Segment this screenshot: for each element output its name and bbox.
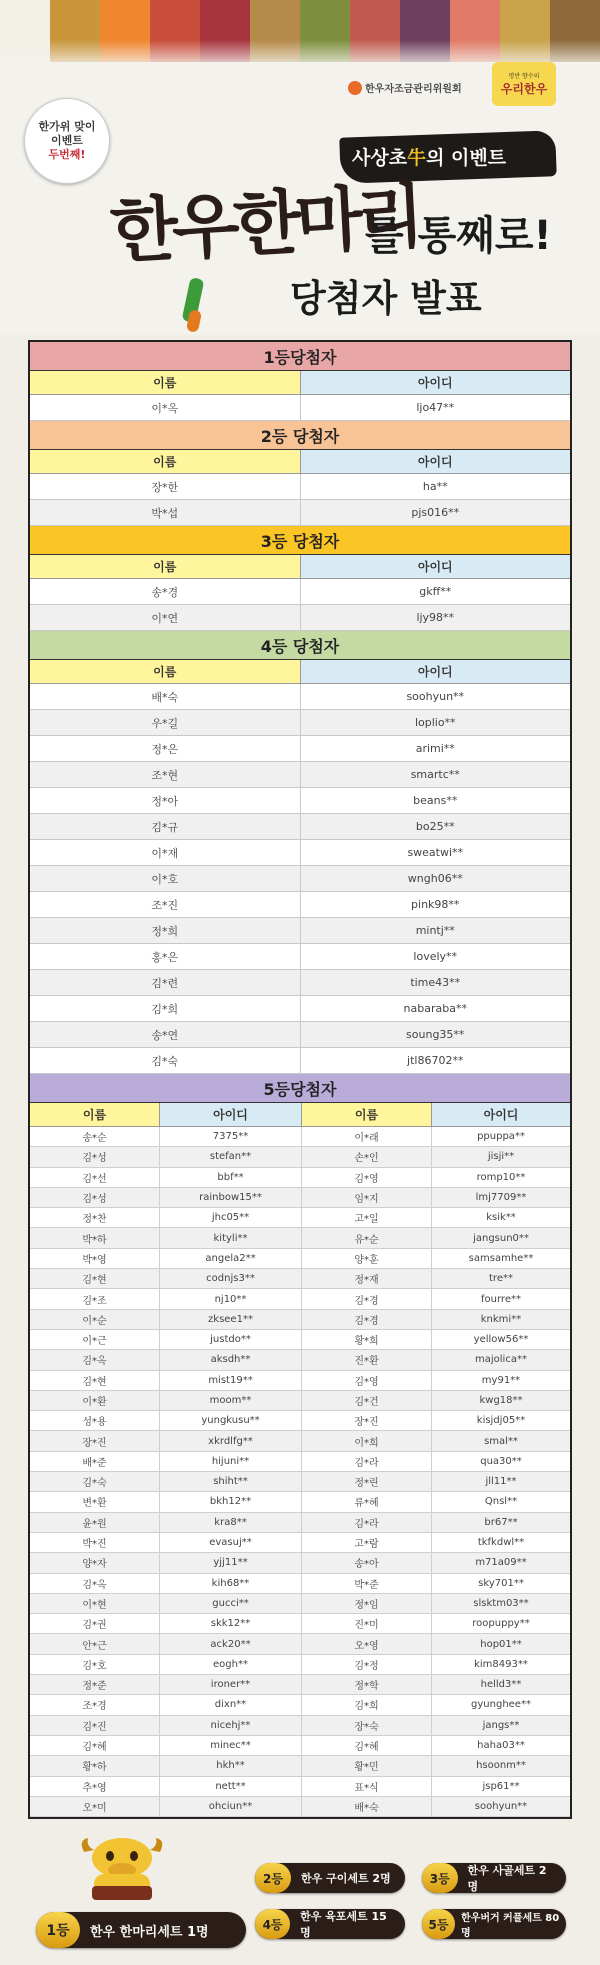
rank-badge: 2등 [255,1863,291,1893]
winner-id: nj10** [160,1289,302,1308]
winner-name: 정*임 [302,1594,432,1613]
winner-id: soohyun** [406,690,465,703]
table-row [30,996,570,1022]
winner-name: 장*진 [30,1431,160,1450]
winner-name: 고*람 [302,1533,432,1552]
table-row [30,970,570,996]
winner-name: 송*연 [30,1022,301,1047]
table-row [30,814,570,840]
table-row [30,1147,570,1167]
name-column-header: 이름 [30,555,301,578]
winner-name: 조*경 [30,1695,160,1714]
winner-name: 성*용 [30,1411,160,1430]
prize-5th [422,1909,566,1939]
winner-id: loplio** [414,716,456,729]
winner-name: 김*경 [302,1310,432,1329]
table-row [30,1310,570,1330]
winner-name: 김*규 [30,814,301,839]
winner-name: 안*근 [30,1634,160,1653]
winner-id: yellow56** [473,1334,529,1346]
winner-id: ohciun** [160,1797,302,1816]
winner-id: pink98** [411,898,460,911]
winner-name: 김*조 [30,1289,160,1308]
winner-name: 임*지 [302,1188,432,1207]
prize-footer [0,1822,600,1965]
winner-id: roopuppy** [472,1618,530,1630]
winner-id: arimi** [415,742,455,755]
winner-id: shiht** [160,1472,302,1491]
winner-id: ironer** [160,1675,302,1694]
table-row [30,1228,570,1248]
table-row [30,684,570,710]
winner-name: 김*혜 [30,1736,160,1755]
winner-name: 송*아 [302,1553,432,1572]
winner-name: 김*건 [302,1391,432,1410]
winner-id: helld3** [480,1679,522,1691]
winner-name: 정*아 [30,788,301,813]
winner-id: qua30** [480,1455,522,1467]
table-row [30,840,570,866]
page-title: 를 통째로! [365,213,552,259]
winner-id: pjs016** [411,506,460,519]
winner-name: 박*섭 [30,500,301,525]
id-column-header: 아이디 [301,555,571,578]
winner-id: jangsun0** [473,1232,529,1244]
table-row [30,1048,570,1074]
winner-name: 이*래 [302,1127,432,1146]
announcement-title: 당첨자 발표 [290,277,482,320]
winner-id: lovely** [413,950,458,963]
table-row [30,1736,570,1756]
table-row [30,1716,570,1736]
winner-name: 박*영 [30,1249,160,1268]
winner-name: 홍*은 [30,944,301,969]
winner-id: rainbow15** [160,1188,302,1207]
id-column-header: 아이디 [301,371,571,394]
winner-name: 김*진 [30,1716,160,1735]
winner-id: soohyun** [474,1800,528,1812]
winner-id: stefan** [160,1147,302,1166]
winner-name: 오*영 [302,1634,432,1653]
winner-id: soung35** [406,1028,465,1041]
golden-cow-icon [72,1830,172,1906]
rank1-header [30,371,570,395]
rank4-header [30,660,570,684]
name-column-header: 이름 [30,450,301,473]
table-row [30,1513,570,1533]
winner-name: 양*자 [30,1553,160,1572]
winner-name: 박*진 [30,1533,160,1552]
rank4-rows [30,684,570,1074]
winner-name: 장*숙 [302,1716,432,1735]
winner-name: 정*찬 [30,1208,160,1227]
id-column-header: 아이디 [301,660,571,683]
table-row [30,1777,570,1797]
winner-name: 이*재 [30,840,301,865]
table-row [30,1391,570,1411]
winner-id: slsktm03** [473,1597,529,1609]
table-row [30,1330,570,1350]
rank5-header [30,1103,570,1127]
table-row [30,474,570,500]
table-row [30,1022,570,1048]
winner-id: kim8493** [474,1658,528,1670]
winner-id: bbf** [160,1168,302,1187]
winner-id: skk12** [160,1614,302,1633]
winner-name: 이*근 [30,1330,160,1349]
winner-id: jangs** [482,1719,520,1731]
winner-name: 이*순 [30,1310,160,1329]
winner-id: codnjs3** [160,1269,302,1288]
winner-id: gkff** [419,585,452,598]
rank-badge: 3등 [422,1863,458,1893]
winner-id: hijuni** [160,1452,302,1471]
winner-id: ppuppa** [477,1131,525,1143]
winner-id: haha03** [477,1740,525,1752]
table-row [30,1289,570,1309]
table-row [30,944,570,970]
winner-name: 김*성 [30,1147,160,1166]
table-row [30,1634,570,1654]
table-row [30,866,570,892]
winner-id: jisji** [487,1151,515,1163]
winner-name: 김*선 [30,1168,160,1187]
winner-name: 이*희 [302,1431,432,1450]
winner-name: 장*한 [30,474,301,499]
winner-id: sweatwi** [407,846,464,859]
winner-name: 박*준 [302,1574,432,1593]
winner-id: justdo** [160,1330,302,1349]
winner-id: wngh06** [407,872,463,885]
winner-id: kityli** [160,1228,302,1247]
winner-name: 류*혜 [302,1492,432,1511]
winner-id: samsamhe** [468,1252,534,1264]
winner-name: 황*하 [30,1756,160,1775]
winner-id: nett** [160,1777,302,1796]
winner-name: 이*연 [30,605,301,630]
winner-id: yungkusu** [160,1411,302,1430]
winner-id: bo25** [415,820,455,833]
winner-id: angela2** [160,1249,302,1268]
rank-badge: 5등 [422,1909,455,1939]
winner-name: 김*영 [302,1168,432,1187]
table-row [30,1127,570,1147]
table-row [30,1553,570,1573]
table-row [30,1208,570,1228]
winner-id: romp10** [476,1171,526,1183]
prize-label: 한우 한마리세트 1명 [90,1924,209,1940]
winner-id: m71a09** [475,1557,527,1569]
event-subtitle: 사상초牛의 이벤트 [352,147,507,169]
winner-id: nabaraba** [403,1002,467,1015]
winner-id: dixn** [160,1695,302,1714]
winner-name: 김*호 [30,1655,160,1674]
winner-name: 김*련 [30,970,301,995]
winner-name: 김*권 [30,1614,160,1633]
rank2-rows [30,474,570,526]
calligraphy-title: 한우한마리 [108,173,421,273]
winner-name: 장*진 [302,1411,432,1430]
winner-id: sky701** [478,1577,524,1589]
table-row [30,1492,570,1512]
winner-name: 김*정 [302,1655,432,1674]
winner-id: evasuj** [160,1533,302,1552]
winner-id: mist19** [160,1371,302,1390]
winner-name: 김*옥 [30,1350,160,1369]
winner-name: 이*호 [30,866,301,891]
rank1-rows [30,395,570,421]
table-row [30,1756,570,1776]
table-row [30,1533,570,1553]
winner-name: 윤*원 [30,1513,160,1532]
winner-id: majolica** [475,1354,527,1366]
winner-name: 정*린 [302,1472,432,1491]
winner-id: aksdh** [160,1350,302,1369]
event-badge: 한가위 맞이 이벤트 두번째! [24,98,110,184]
table-row [30,1695,570,1715]
winner-id: hkh** [160,1756,302,1775]
winners-list [28,340,572,1819]
table-row [30,1594,570,1614]
prize-4th [255,1909,405,1939]
winner-name: 김*경 [302,1289,432,1308]
table-row [30,892,570,918]
winner-id: jtl86702** [407,1054,464,1067]
winner-id: ljy98** [416,611,455,624]
winner-name: 이*환 [30,1391,160,1410]
rank3-title: 3등 당첨자 [30,526,570,555]
winner-name: 김*희 [302,1695,432,1714]
winner-id: ack20** [160,1634,302,1653]
table-row [30,1168,570,1188]
prize-1st [36,1912,246,1948]
table-row [30,1249,570,1269]
winner-id: 7375** [160,1127,302,1146]
winner-id: minec** [160,1736,302,1755]
winner-name: 황*민 [302,1756,432,1775]
rank-badge: 1등 [36,1912,80,1948]
winner-id: bkh12** [160,1492,302,1511]
winner-name: 이*옥 [30,395,301,420]
winner-id: Qnsl** [484,1496,518,1508]
winner-name: 변*환 [30,1492,160,1511]
winner-name: 진*미 [302,1614,432,1633]
table-row [30,1431,570,1451]
winner-id: time43** [410,976,461,989]
winner-name: 정*은 [30,736,301,761]
winner-name: 김*옥 [30,1574,160,1593]
table-row [30,1371,570,1391]
winner-name: 정*준 [30,1675,160,1694]
winner-name: 정*희 [30,918,301,943]
winner-id: jll11** [485,1476,517,1488]
winner-id: jhc05** [160,1208,302,1227]
table-row [30,736,570,762]
winner-id: ljo47** [416,401,455,414]
winner-id: my91** [481,1374,521,1386]
winner-id: hop01** [480,1638,522,1650]
table-row [30,1269,570,1289]
winner-id: fourre** [481,1293,521,1305]
table-row [30,762,570,788]
winner-name: 조*현 [30,762,301,787]
rank4-title: 4등 당첨자 [30,631,570,660]
winner-id: nicehj** [160,1716,302,1735]
table-row [30,1574,570,1594]
winner-id: yjj11** [160,1553,302,1572]
winner-name: 배*숙 [30,684,301,709]
prize-2nd [255,1863,405,1893]
table-row [30,605,570,631]
winner-name: 추*영 [30,1777,160,1796]
event-header [0,0,600,335]
winner-id: gucci** [160,1594,302,1613]
winner-id: tre** [489,1273,513,1285]
winner-name: 정*재 [302,1269,432,1288]
id-column-header: 아이디 [160,1103,302,1126]
winner-id: jsp61** [482,1780,520,1792]
rank2-header [30,450,570,474]
table-row [30,1411,570,1431]
winner-id: beans** [413,794,458,807]
prize-3rd [422,1863,566,1893]
winner-name: 유*순 [302,1228,432,1247]
table-row [30,1655,570,1675]
committee-logo-icon [348,81,362,95]
table-row [30,1452,570,1472]
winner-id: br67** [484,1516,518,1528]
winner-id: gyunghee** [471,1699,531,1711]
winner-name: 김*성 [30,1188,160,1207]
winner-id: mintj** [415,924,455,937]
winner-name: 표*식 [302,1777,432,1796]
rank5-rows [30,1127,570,1817]
winner-name: 오*미 [30,1797,160,1816]
winner-id: knkmi** [480,1313,522,1325]
rank-badge: 4등 [255,1909,290,1939]
id-column-header: 아이디 [432,1103,570,1126]
prize-label: 한우 사골세트 2명 [467,1864,547,1893]
table-row [30,1350,570,1370]
winner-id: zksee1** [160,1310,302,1329]
winner-name: 김*라 [302,1513,432,1532]
rank3-rows [30,579,570,631]
winner-name: 황*희 [302,1330,432,1349]
winner-name: 배*숙 [302,1797,432,1816]
table-row [30,579,570,605]
table-row [30,788,570,814]
winner-name: 정*학 [302,1675,432,1694]
winner-name: 손*인 [302,1147,432,1166]
table-row [30,1614,570,1634]
winner-name: 양*훈 [302,1249,432,1268]
winner-id: hsoonm** [476,1760,526,1772]
winner-id: smartc** [410,768,460,781]
table-row [30,918,570,944]
id-column-header: 아이디 [301,450,571,473]
winner-name: 김*현 [30,1269,160,1288]
winner-name: 김*희 [30,996,301,1021]
winner-id: kwg18** [479,1395,523,1406]
winner-id: kisjdj05** [476,1415,526,1427]
table-row [30,395,570,421]
prize-label: 한우버거 커플세트 80명 [461,1913,560,1939]
winner-name: 김*현 [30,1371,160,1390]
winner-name: 김*숙 [30,1472,160,1491]
table-row [30,710,570,736]
winner-id: lmj7709** [475,1192,527,1204]
rank3-header [30,555,570,579]
winner-name: 조*진 [30,892,301,917]
prize-label: 한우 구이세트 2명 [301,1872,391,1885]
rank2-title: 2등 당첨자 [30,421,570,450]
winner-name: 배*준 [30,1452,160,1471]
winner-name: 우*길 [30,710,301,735]
winner-id: xkrdlfg** [160,1431,302,1450]
name-column-header: 이름 [30,660,301,683]
winner-name: 김*라 [302,1452,432,1471]
winner-name: 김*영 [302,1371,432,1390]
winner-name: 이*현 [30,1594,160,1613]
table-row [30,1797,570,1817]
winner-name: 진*환 [302,1350,432,1369]
winner-id: moom** [160,1391,302,1410]
winner-id: ksik** [486,1212,516,1224]
table-row [30,1675,570,1695]
winner-name: 김*숙 [30,1048,301,1073]
winner-name: 김*혜 [302,1736,432,1755]
winner-id: ha** [422,480,448,493]
name-column-header: 이름 [30,371,301,394]
name-column-header: 이름 [302,1103,432,1126]
table-row [30,500,570,526]
winner-name: 송*경 [30,579,301,604]
winner-name: 박*하 [30,1228,160,1247]
winner-name: 송*순 [30,1127,160,1146]
brand-logo: 명반 향수의 우리한우 [492,62,556,106]
rank5-title: 5등당첨자 [30,1074,570,1103]
rank1-title: 1등당첨자 [30,342,570,371]
winner-id: kra8** [160,1513,302,1532]
winner-name: 고*일 [302,1208,432,1227]
winner-id: smal** [484,1435,518,1447]
winner-id: kih68** [160,1574,302,1593]
committee-logo: 한우자조금관리위원회 [348,80,462,95]
table-row [30,1188,570,1208]
name-column-header: 이름 [30,1103,160,1126]
table-row [30,1472,570,1492]
winner-id: tkfkdwl** [477,1537,525,1549]
winner-id: eogh** [160,1655,302,1674]
prize-label: 한우 육포세트 15명 [300,1910,387,1939]
